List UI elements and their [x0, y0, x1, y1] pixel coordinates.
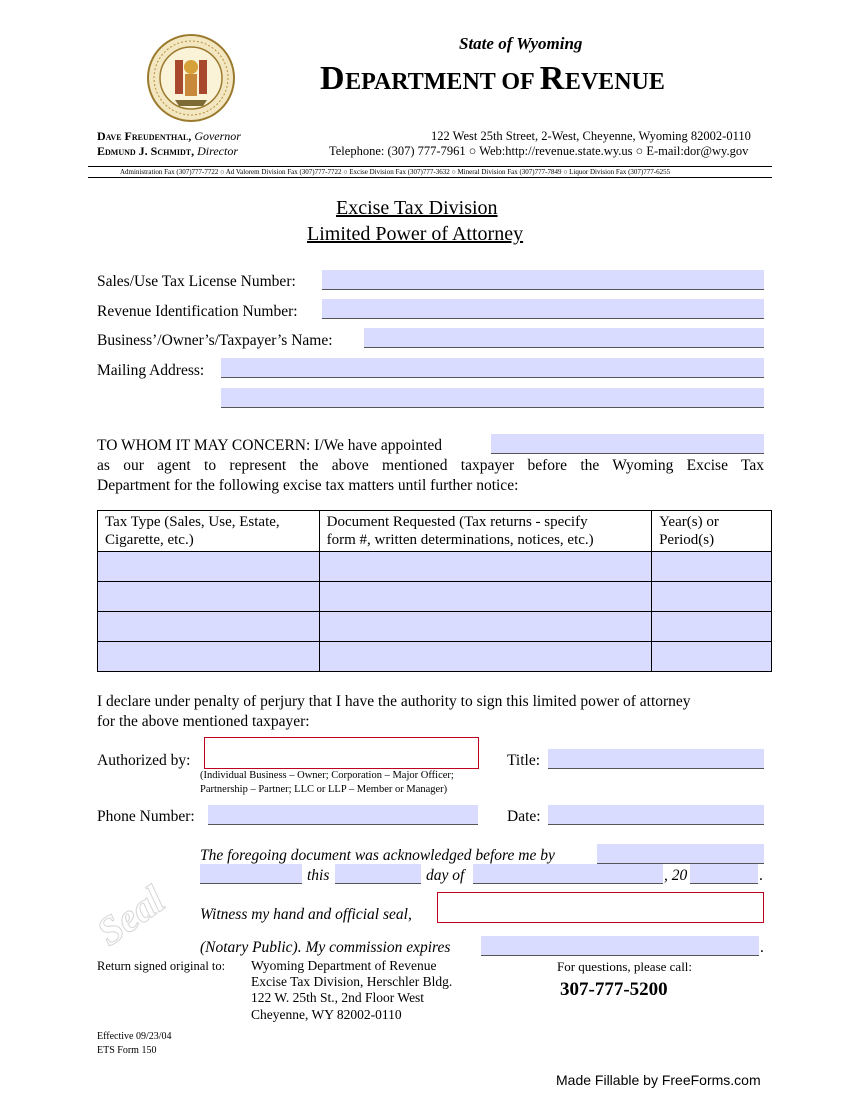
return-address-4: Cheyenne, WY 82002-0110 [251, 1007, 402, 1022]
notary-commission: (Notary Public). My commission expires [200, 939, 451, 956]
questions-phone: 307-777-5200 [560, 979, 668, 1000]
director-name: Edmund J. Schmidt, [97, 144, 195, 158]
acknowledged-by-input[interactable] [597, 844, 764, 864]
dept-initial-d: D [320, 60, 346, 97]
dept-word-1: EPARTMENT OF [345, 69, 540, 95]
state-seal [147, 34, 235, 122]
tax-type-input[interactable] [98, 582, 320, 612]
concern-line-2: as our agent to represent the above mentioned taxpayer before the Wyoming Excise Tax [97, 457, 764, 474]
table-row [98, 552, 772, 582]
phone-input[interactable] [208, 805, 478, 825]
header-address: 122 West 25th Street, 2-West, Cheyenne, Wyoming 82002-0110 [431, 129, 751, 143]
declare-line-1: I declare under penalty of perjury that I have the authority to sign this limited power of attorney [97, 693, 691, 710]
document-input[interactable] [319, 642, 651, 672]
col-tax-type-line1: Tax Type (Sales, Use, Estate, [105, 514, 280, 530]
governor-title: Governor [194, 129, 241, 143]
month-input[interactable] [473, 864, 663, 884]
director-title: Director [197, 144, 239, 158]
form-title-poa: Limited Power of Attorney [307, 223, 524, 245]
tax-type-input[interactable] [98, 612, 320, 642]
mailing-address-input-1[interactable] [221, 358, 764, 378]
authorized-note-2: Partnership – Partner; LLC or LLP – Member or Manager) [200, 784, 448, 795]
document-input[interactable] [319, 552, 651, 582]
revenue-id-label: Revenue Identification Number: [97, 303, 298, 320]
header-rule-top [88, 166, 772, 167]
col-period [652, 511, 772, 552]
return-address-3: 122 W. 25th St., 2nd Floor West [251, 990, 425, 1005]
title-input[interactable] [548, 749, 764, 769]
effective-date: Effective 09/23/04 [97, 1031, 172, 1042]
col-tax-type-line2: Cigarette, etc.) [105, 532, 194, 548]
return-address-2: Excise Tax Division, Herschler Bldg. [251, 974, 453, 989]
col-document [319, 511, 651, 552]
day-input[interactable] [335, 864, 421, 884]
period-input[interactable] [652, 642, 772, 672]
document-input[interactable] [319, 582, 651, 612]
header-rule-bottom [88, 177, 772, 178]
col-period-line2: Period(s) [659, 532, 715, 548]
commission-expires-input[interactable] [481, 936, 759, 956]
tax-type-input[interactable] [98, 642, 320, 672]
table-row [98, 582, 772, 612]
header-contact: Telephone: (307) 777-7961 ○ Web:http://revenue.state.wy.us ○ E-mail:dor@wy.gov [329, 144, 749, 158]
revenue-id-input[interactable] [322, 299, 764, 319]
notary-period-2: . [760, 939, 764, 956]
mailing-address-input-2[interactable] [221, 388, 764, 408]
period-input[interactable] [652, 612, 772, 642]
table-row [98, 642, 772, 672]
fax-line: Administration Fax (307)777-7722 ○ Ad Valorem Division Fax (307)777-7722 ○ Excise Division Fax (307)777-3632 ○ Mineral Division Fax (307)777-7849 ○ Liquor Division Fax (307)777-6255 [120, 168, 671, 176]
notary-year-prefix: , 20 [664, 867, 688, 884]
date-label: Date: [507, 808, 541, 825]
director-line [97, 144, 238, 159]
col-tax-type [98, 511, 320, 552]
dept-word-2: EVENUE [564, 69, 665, 95]
year-input[interactable] [690, 864, 758, 884]
department-title [320, 60, 665, 98]
license-input[interactable] [322, 270, 764, 290]
document-input[interactable] [319, 612, 651, 642]
col-document-line2: form #, written determinations, notices, etc.) [326, 532, 594, 548]
table-header-row [98, 511, 772, 552]
period-input[interactable] [652, 582, 772, 612]
agent-name-input[interactable] [491, 434, 764, 454]
state-name: State of Wyoming [459, 34, 583, 53]
notary-witness: Witness my hand and official seal, [200, 906, 412, 923]
notary-acknowledged: The foregoing document was acknowledged before me by [200, 847, 555, 864]
governor-name: Dave Freudenthal, [97, 129, 192, 143]
notary-period: . [759, 867, 763, 884]
tax-matters-table [97, 510, 772, 672]
taxpayer-name-input[interactable] [364, 328, 764, 348]
taxpayer-name-label: Business’/Owner’s/Taxpayer’s Name: [97, 332, 333, 349]
license-label: Sales/Use Tax License Number: [97, 273, 296, 290]
form-number: ETS Form 150 [97, 1045, 157, 1056]
col-document-line1: Document Requested (Tax returns - specify [326, 514, 588, 530]
questions-label: For questions, please call: [557, 959, 693, 974]
seal-watermark: Seal [88, 876, 173, 955]
return-label: Return signed original to: [97, 959, 226, 973]
period-input[interactable] [652, 552, 772, 582]
date-input[interactable] [548, 805, 764, 825]
governor-line [97, 129, 241, 144]
tax-type-input[interactable] [98, 552, 320, 582]
notary-name-input[interactable] [200, 864, 302, 884]
form-title-division: Excise Tax Division [336, 197, 498, 219]
phone-label: Phone Number: [97, 808, 195, 825]
authorized-signature-box[interactable] [204, 737, 479, 769]
col-period-line1: Year(s) or [659, 514, 719, 530]
concern-lead: TO WHOM IT MAY CONCERN: I/We have appointed [97, 437, 443, 454]
table-row [98, 612, 772, 642]
concern-line-3: Department for the following excise tax matters until further notice: [97, 477, 519, 494]
authorized-by-label: Authorized by: [97, 752, 191, 769]
return-address-1: Wyoming Department of Revenue [251, 958, 437, 973]
dept-initial-r: R [539, 60, 565, 97]
authorized-note-1: (Individual Business – Owner; Corporation – Major Officer; [200, 770, 454, 781]
notary-day-of: day of [426, 867, 465, 884]
mailing-address-label: Mailing Address: [97, 362, 205, 379]
notary-this: this [307, 867, 330, 884]
notary-signature-box[interactable] [437, 892, 764, 923]
title-label: Title: [507, 752, 541, 769]
made-fillable-credit: Made Fillable by FreeForms.com [556, 1072, 761, 1088]
declare-line-2: for the above mentioned taxpayer: [97, 713, 310, 730]
